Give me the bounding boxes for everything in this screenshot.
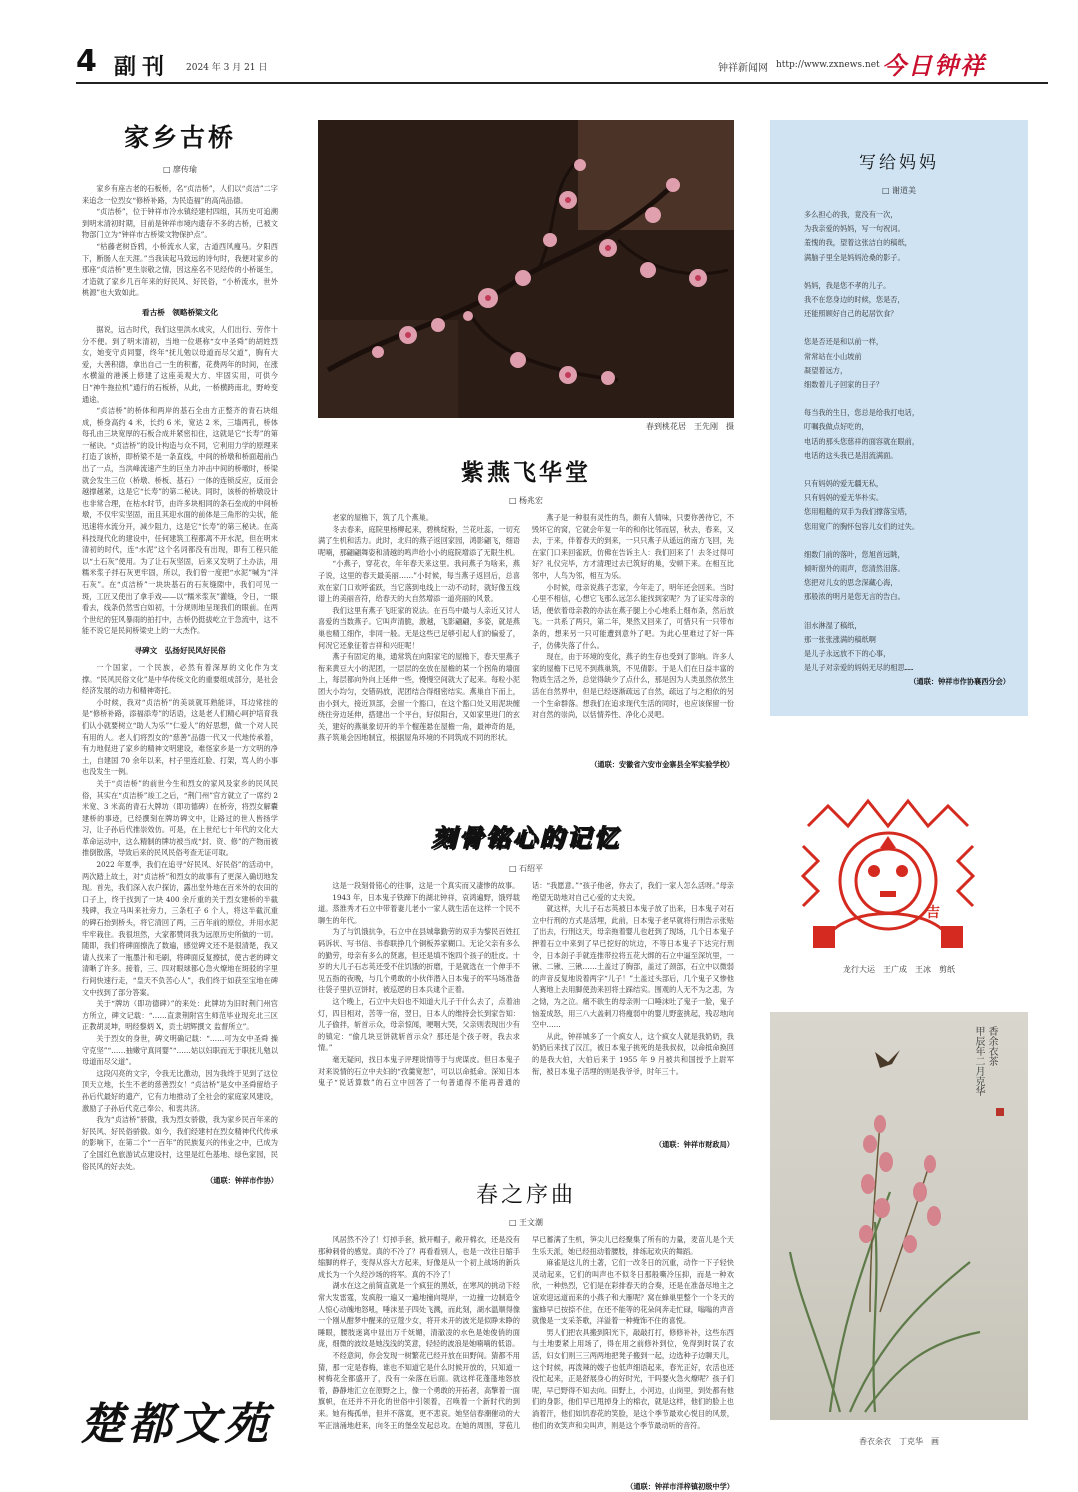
orchid-painting bbox=[770, 1012, 1028, 1420]
poem-line: 叮嘱我做点好吃的， bbox=[804, 422, 869, 432]
article-byline: □ 杨兆宏 bbox=[508, 496, 544, 505]
paragraph: 从此，钟祥城多了一个疯女人，这个疯女人就是我奶奶，我奶奶后来找了汉江，被日本鬼子挑死的是我叔叔，以命抵命换回的是我大伯，大伯后来于 1955 年 9 月被共和国授予上尉军衔，被日本鬼子活埋的则是我爷爷，时年三十。 bbox=[532, 1031, 734, 1076]
paragraph: 关于烈女的身世，碑文明确记载：“……可为女中圣舜 操守克坚”“……抽嫩守真同婴”“……姑以妇职而无于职抚儿勉以母道而尽父道”。 bbox=[82, 1033, 278, 1067]
poem-line: 倾听窗外的雨声，您清然泪落。 bbox=[804, 564, 905, 574]
article-hometown-bridge bbox=[82, 118, 278, 1186]
paragraph: 关于“贞洁桥”的前世今生和烈女的家风及家乡的民风民俗，其实在“贞洁桥”竣工之后，“荆门州”官方就立了一席约 2 米宽、3 米高的青石大牌坊（即功德碑）在桥旁，将烈女解囊建桥的事迹，已经撰刻在牌坊碑文中，让路过的世人皆扬学习，让子孙后代推崇效仿。可是，在上世纪七十年代的文化大革命运动中，这么精制的牌坊被当成“封、资、修”的产物而被推倒散落，导致后来的民风民俗考查无证可取。 bbox=[82, 778, 278, 858]
stanza-break bbox=[804, 463, 1012, 477]
contact-note: （通联：钟祥市作协襄西分会） bbox=[909, 677, 1010, 687]
stanza-break bbox=[804, 392, 1012, 406]
photo-caption: 春到桃花居 王先刚 摄 bbox=[646, 422, 734, 431]
paragraph: 麻雀是这儿的土著，它们一改冬日的沉重，动作一下子轻快灵动起来，它们的叫声也不似冬日那般嘶冷压抑，而是一种欢欣，一种热烈，它们是在彩排春天的合奏，还是在准备尽地主之谊欢迎远道而来的小燕子和大雁呢？窝在蜂巢里整个一个冬天的蜜蜂早已按捺不住，在还不能等的花朵间奔走忙碌，嗡嗡的声音就像是一支采茶歌，洋溢着一种掩饰不住的喜悦。 bbox=[532, 1258, 734, 1326]
poem-line: 是儿子永远放不下的心事， bbox=[804, 649, 891, 659]
section-title: 副刊 bbox=[114, 54, 171, 80]
paragraph: 燕子有固定的巢，通常筑在向阳家宅的屋檐下，春天里燕子衔来黄豆大小的泥团，一层层的垒放在屋檐的某一个拐角的墙面上，每层都向外向上延伸一些，慢慢空间就大了起来。每粒小泥团大小均匀，交错码放，泥团结合得细密结实。燕巢自下而上，由小到大，接近顶部，会留一个豁口，在这个豁口处又用泥块缠绕往旁边延伸，搭建出一个平台，好似阳台，又如家里进门的玄关，建好的燕巢象切开的半个榴莲悬在屋檐一角，最神奇的是，燕子筑巢会因地制宜，根据屋角环境的不同筑成不同的形状。 bbox=[318, 652, 520, 743]
poem-line: 还能照顾好自己的起居饮食？ bbox=[804, 309, 898, 319]
paragraph: “贞洁桥”，位于钟祥市冷水镇经建村四组，其历史可追溯到明末清初时期，目前是钟祥市境内遗存不多的古桥，已被文物部门立为“钟祥市古桥梁文物保护点”。 bbox=[82, 207, 278, 240]
stanza-break bbox=[804, 605, 1012, 619]
paragraph: 1943 年，日本鬼子铁蹄下的湖北钟祥，哀鸿遍野，饿殍载道。蒸淮秀才石立中带着妻儿老小一家人就生活在这样一个民不聊生的年代。 bbox=[318, 892, 520, 925]
paragraph: 冬去春来，庭院里杨柳起来，碧桃绽粉，兰花吐蕊，一切充满了生机和活力。此时，北归的燕子返回家园，鸿影翩飞，细语呢喃，那翩翩舞姿和清越的鸣声给小小的庭院增添了无限生机。 bbox=[318, 524, 520, 557]
papercut-dragon bbox=[788, 786, 988, 954]
poem-line: 只有妈妈的爱无华朴实。 bbox=[804, 493, 884, 503]
article-byline: □ 石绍平 bbox=[508, 864, 544, 873]
poem-line: 细数门前的落叶，您旭首远眺， bbox=[804, 549, 905, 559]
article-memory bbox=[318, 818, 734, 1150]
paragraph: 男人们把农具搬到阳光下，敲敲打打，修修补补，这些东西与土地要紧上用场了，得在用之前修补到位，免得到时误了农活，妇女们则三三两两地把凳子搬到一起，边选种子边聊天儿，这个时候，再泼辣的嫂子也低声细语起来，春光正好，农活也还没忙起来，正是舒展身心的好时光，干吗要火急火燎呢？孩子们呢，早已野得不知去向。田野上，小河边，山岗里，到处都有他们的身影，他们早已甩掉身上的棉衣，就是这样，他们的脸上也淌着汗，他们如饥春花的笑脸，是这个季节最欢心悦目的风景，他们的欢笑声和尖叫声，则是这个季节最动听的音符。 bbox=[532, 1327, 734, 1430]
paragraph: “小燕子，穿花衣，年年春天来这里。我问燕子为啥来，燕子说，这里的春天最美丽……”小时候，每当燕子返回后，总喜欢在家门口欢呼雀跃，当它落到电线上一动不动时，就好像五线谱上的美丽音符，给春天的大自然增添一道亮丽的风景。 bbox=[318, 559, 520, 604]
paragraph: 为了与饥饿抗争，石立中在县城靠勤劳的双手为黎民百姓扛码诉状、写书信、书春联挣几个铜板养家糊口。无论父亲有多么的勤劳，母亲有多么的贤惠，但还是填不饱四个孩子的肚皮。十岁的大儿子石志英还受不住饥饿的折磨，于是就选在一个伸手不见五指的夜晚，与几个勇敢的小伙伴潜入日本鬼子的军马场准备往袋子里扒豆饼时，被巡逻的日本兵逮个正着。 bbox=[318, 927, 520, 995]
article-title: 家乡古桥 bbox=[123, 123, 236, 152]
brand-logo: 今日钟祥 bbox=[882, 51, 986, 80]
paragraph: 就这样，大儿子石志英被日本鬼子放了出来，日本鬼子对石立中行刑的方式是活埋，此前，日本鬼子老早就将行刑告示张贴了出去，行刑这天，母亲拖着婴儿也赶到了现场，几个日本鬼子押着石立中来到了早已挖好的坑边，不等日本鬼子下达完行刑令，日本刽子手就连推带拉将五花大绑的石立中逼至深坑里，一锹、二锹、三锹……土盖过了胸部，盖过了颈部，石立中以微弱的声音反复地说着两字“儿子！”土盖过头部后，几个鬼子又惨他人赛地上去用脚使劲来回将土踩结实。围观的人无不为之悲，为之恸，为之泣。痛不欲生的母亲则一口唾沫吐了鬼子一脸，鬼子恼羞成怒，用三八大盖刺刀将瘦弱中的婴儿野蛮挑起，残忍地向空中…… bbox=[532, 904, 734, 1030]
paragraph: 据说，远古时代，我们这里洪水成灾，人们出行、劳作十分不便。到了明末清初，当地一位堪称“女中圣舜”的胡姓烈女，她变守贞同婴，终年“抚儿勉以母道而尽父道”，胸有大爱，大善积德，拿出自己一生的积蓄，花费两年的时间，在涨水横溢的港溪上修建了这座美观大方、牢固实用，可供今日“神牛拖拉机”通行的石板桥，从此，一桥横跨南北，野岭变通途。 bbox=[82, 324, 278, 404]
poem-line: 妈妈，我是您不孝的儿子。 bbox=[804, 280, 891, 290]
paragraph: 这是一段刻骨铭心的往事，这是一个真实而又凄惨的故事。 bbox=[332, 881, 520, 890]
stanza-break bbox=[804, 265, 1012, 279]
article-swallows bbox=[318, 454, 734, 770]
painting-caption: 香衣余衣 丁克华 画 bbox=[859, 1437, 939, 1446]
photo-plum-blossom bbox=[318, 120, 734, 418]
plum-blossom-image bbox=[318, 120, 734, 418]
poem-line: 电话的这头我已是泪流满面。 bbox=[804, 450, 898, 460]
contact-note: （通联：钟祥市作协） bbox=[206, 1176, 278, 1186]
poem-line: 那般浓的明月是您无言的告白。 bbox=[804, 592, 905, 602]
paragraph: 老家的屋檐下，筑了几个燕巢。 bbox=[332, 513, 434, 522]
poem-line: 只有妈妈的爱无疆无私， bbox=[804, 479, 884, 489]
poem-line: 为我亲爱的妈妈，写一句祝词。 bbox=[804, 224, 905, 234]
paragraph: “枯藤老树昏鸦，小桥流水人家，古道西风瘦马。夕阳西下，断肠人在天涯。”当我读起马致远的诗句时，我便对家乡的那座“贞洁桥”更生崇敬之情，因这座名不见经传的小桥诞生，才造就了家乡几百年来的好民风、好民俗，“小桥流水，世外桃源”也大致如此。 bbox=[82, 241, 278, 298]
paragraph: 小时候，我对“贞洁桥”的美谈就耳熟能详，耳边常挂的是“修桥补路，添福添寿”的话语，这是老人们精心呵护培育我们认小就要树立“助人为乐”“仁爱人”的好思想，做一个对人民有用的人。老人们将烈女的“慈善”品德一代又一代地传承着，有力地促进了家乡的精神文明建设，难怪家乡是一方文明的净土，自建国 70 余年以来，村子里连红脸、打架，骂人的小事也没发生一例。 bbox=[82, 697, 278, 777]
article-title: 紫燕飞华堂 bbox=[461, 459, 591, 486]
paragraph: 我们这里有燕子飞旺家的说法。在百鸟中最与人亲近又讨人喜爱的当数燕子。它叫声清脆，激越，飞影翩翩，多姿，就是燕巢也精工细作，非同一般。无是这些已足够引起人们的偏爱了，何况它还象征着吉祥和兴旺呢！ bbox=[318, 605, 520, 650]
papercut-character: 吉 bbox=[926, 905, 940, 921]
poem-line: 那一张张涨满的稿纸啊 bbox=[804, 634, 876, 644]
poem-line: 常常站在小山坡前 bbox=[804, 351, 862, 361]
paragraph: 小时候，母亲说燕子恋家，今年走了，明年还会回来。当时心里不相信，心想它飞那么远怎么能找到家呢？为了证实母亲的话，便依着母亲教的办法在燕子腿上小心地系上细布条，然后放飞。一共系了两只，第二年，果然又回来了，可惜只有一只带布条的，想来另一只可能遭到意外了吧。为此心里难过了好一阵子，仿佛失落了什么。 bbox=[532, 582, 734, 650]
poem-line: 凝望着远方， bbox=[804, 365, 848, 375]
subheading: 寻碑文 弘扬好民风好民俗 bbox=[134, 645, 226, 655]
poem-line: 是儿子对亲爱的妈妈无尽的相思…… bbox=[804, 663, 914, 673]
poem-line: 满脑子里全是妈妈沧桑的影子。 bbox=[804, 252, 905, 262]
poem-line: 泪水淋湿了稿纸， bbox=[804, 620, 862, 630]
paragraph: 家乡有座古老的石板桥，名“贞洁桥”，人们以“贞洁”二字来追念一位烈女“修桥补路，为民造福”的高尚品德。 bbox=[82, 184, 278, 205]
article-spring-prelude bbox=[318, 1178, 734, 1492]
poem-line: 您用粗糙的双手为我们撑落宝塔， bbox=[804, 507, 912, 517]
column-logo: 楚都文苑 bbox=[80, 1399, 272, 1450]
header-rule bbox=[76, 82, 1048, 84]
stanza-break bbox=[804, 321, 1012, 335]
subheading: 看古桥 领略桥梁文化 bbox=[142, 307, 218, 317]
poem-line: 您用宽广的胸怀包容儿女们的过失。 bbox=[804, 521, 920, 531]
issue-date: 2024 年 3 月 21 日 bbox=[186, 63, 268, 73]
papercut-image bbox=[788, 786, 988, 954]
poem-line: 您是否还是和以前一样， bbox=[804, 337, 884, 347]
paragraph: 风居然不冷了！灯掉手套，掀开帽子，敞开棉衣，还是没有那种刺骨的感觉。真的不冷了？再看看别人，也是一改往日缩手缩脚的样子，变得从容大方起来，好像是从一个初上战场的新兵成长为一个久经沙场的将军。真的不冷了！ bbox=[318, 1235, 520, 1279]
paragraph: 我为“贞洁桥”骄傲，我为烈女骄傲，我为家乡民百年来的好民风、好民俗骄傲。如今，我们经建村在烈女精神代代传承的影响下，在第二个“一百年”的民族复兴的伟业之中，已成为了全国红色旅游试点建设村，这里是红色基地、绿色家园，民俗民风的好去处。 bbox=[82, 1115, 278, 1171]
paragraph: “贞洁桥”的桥体和两岸的基石全由方正整齐的青石块组成，桥身高约 4 米，长约 6 米，宽达 2 米，三墙两孔，桥体每孔由三块宽厚的石板合成并紧密扣住，这就是它“长寿”的第一秘诀。“贞洁桥”的设计构造与众不同，它利用力学的原理来打造了该桥，即桥梁不是一条直线，中间的桥墩和桥面超前凸出了一点，当洪峰流速产生的巨坐力冲击中间的桥墩时，桥梁就会发生三位（桥墩、桥板、基石）一体的连锁反应，反而会越撑越紧，这是它“长寿”的第二秘诀。同时，该桥的桥墩设计也非常合理，在枯水时节，由许多块相同的条石垒成的中间桥墩，不仅牢实坚固，而且其迎水面的前体是三角形的尖状，能迅速将水流分开，减少阻力，这是它“长寿”的第三秘诀。在高科技现代化的建设中，任何建筑工程都离不开水泥，但在明末清初的时代，连“水泥”这个名词都没有出现，即有工程只能以“土石灰”使用。为了让石灰坚固，后来又发明了土办法，用糯米浆子拌石灰更牢固，所以，我们曾一度把“水泥”喊为“洋石灰”。在“贞洁桥”一块块基石的石灰缝隙中，我们可见一斑，工匠又使出了拿手戏——以“糯米浆灰”灌缝，令日，一眼看去，线条仍然雪白如初，十分规则地呈现我们的眼前。在两个世纪的狂风暴雨的拍打中，古桥仍挺拔屹立于急流中，这不能不说它是民间桥梁史上的一大杰作。 bbox=[82, 406, 278, 636]
paragraph: 现在，由于环境的变化，燕子的生存也受到了影响。许多人家的屋檐下已见不到燕巢筑，不见倩影。于是人们在日益丰富的物质生活之外，总觉得缺少了点什么，那是因为人类虽然依然生活在自然界中，但是已经逐渐疏远了自然，疏远了与之相依的另一个生命群落。想我们在追求现代生活的同时，也应该保留一份对自然的崇尚，以恬情养性、净化心灵吧。 bbox=[532, 652, 734, 720]
poem-line: 每当我的生日，您总是给我打电话， bbox=[804, 408, 920, 418]
papercut-caption: 龙行大运 王广成 王冰 剪纸 bbox=[843, 965, 955, 974]
poem-line: 多么担心的我，竟没有一次， bbox=[804, 210, 898, 219]
paragraph: 这个晚上，石立中夫妇也不知道大儿子干什么去了，点着油灯，四目相对，苦等一宿，翌日，日本人的维持会长到家告知：儿子偷拌，斩首示众，母亲惊闻，哽咽大哭，父亲则表现出少有的镇定：“偷几块豆饼就斩首示众？那还是个孩子呀，我去求情。” bbox=[318, 996, 520, 1053]
poem-line: 细数着儿子回家的日子？ bbox=[804, 380, 884, 390]
contact-note: （通联：钟祥市洋梓镇初级中学） bbox=[626, 1482, 734, 1491]
painting-inscription: 香余衣茶 甲辰年二月克华 bbox=[973, 1026, 997, 1096]
article-byline: □ 廖传瑜 bbox=[162, 165, 198, 174]
site-url[interactable]: http://www.zxnews.net bbox=[776, 60, 880, 70]
poem-box bbox=[770, 120, 1028, 716]
poem-lines bbox=[770, 208, 1028, 675]
paragraph: 这段闪亮的文字，令我无比激动，因为我终于见到了这位顶天立地，长生不老的慈善烈女！“贞洁桥”是女中圣舜留给子孙后代最好的遗产，它有力地推动了全社会的家庭家风建设，激励了子孙后代克己奉公、和衷共济。 bbox=[82, 1068, 278, 1113]
poem-byline: □ 谢道美 bbox=[881, 186, 917, 195]
contact-note: （通联：安徽省六安市金寨县全军实验学校） bbox=[590, 760, 734, 769]
site-name: 钟祥新闻网 bbox=[718, 63, 768, 74]
poem-line: 我不在您身边的时候，您是否， bbox=[804, 295, 905, 305]
paragraph: 关于“牌坊（即功德碑）”的来处：此牌坊为旧时荆门州官方所立，碑文记载：“……直隶荆附宫生师范毕业现充北三区正教胡灵坤，明经黎炳 X，贡士胡辉撰文 监督所立”。 bbox=[82, 999, 278, 1032]
page-header bbox=[76, 44, 1048, 82]
paragraph: 毫无疑问，找日本鬼子评理说情等于与虎谋皮。但日本鬼子对来说情的石立中夫妇的“孜羹宽恕”，可以以命抵命。深知日本鬼子“说话算数”的石立中回答了一句普通得不能再普通的话：“我愿意。”“孩子他爸，你去了，我们一家人怎么活呀。”母亲绝望无助地对自己心爱的丈夫说。 bbox=[318, 881, 734, 1088]
poem-title: 写给妈妈 bbox=[859, 153, 939, 173]
poem-line: 您把对儿女的思念深藏心海， bbox=[804, 578, 898, 588]
paragraph: 燕子是一种很有灵性的鸟，颇有人情味，只要你善待它，不毁坏它的窝，它就会年复一年的和你比邻而居，秋去，春来，又去，于来，伴着春天的到来，一只只燕子从遥远的南方飞回，先在家门口来回雀跃，仿佛在告诉主人：我们回来了！去冬过得可好？礼仪完毕，方才清理过去已筑好的巢，安顿下来。在相互比邻中，人鸟为邻，相互为乐。 bbox=[532, 513, 734, 580]
paragraph: 一个国家，一个民族，必然有着深厚的文化作为支撑。“民风民俗文化”是中华传统文化的重要组成部分，是社会经济发展的动力和精神寄托。 bbox=[82, 662, 278, 696]
contact-note: （通联：钟祥市财政局） bbox=[654, 1140, 734, 1149]
poem-line: 电话的那头您慈祥的面容就在眼前， bbox=[804, 436, 920, 446]
article-title: 刻骨铭心的记忆 bbox=[431, 823, 621, 852]
paragraph: 2022 年夏季，我们在追寻“好民风、好民俗”的活动中，两次踏上故土，对“贞洁桥”和烈女的故事有了更深入确切地发现。首先，我们深入农户探访，露出堂外地在百米外的农田的口子上，终于找到了一块 400 余斤重的关于烈女建桥的半截残碑，我立马叫来社旁力，三条杠子 6 个人，将这半截沉重的碑石抬到桥头，将它清回了两，三百年前的原位，并用水泥牢牢栽住。我很坦然，大家都赞同我为远原历史所做的一切。随即，我们将碑面擦洗了数遍，感觉碑文还不是很清楚，我又请人找来了一瓶墨汁和毛刷，将碑面反复擦拭，使古老的碑文清晰了许多。接着，三、四对眼球都心急火燎地在斑驳的字里行间快速行走，“皇天不负苦心人”，我们终于如获至宝地在碑文中找到了部分答案。 bbox=[82, 860, 278, 997]
poem-line: 羞愧的我，望着这张洁白的稿纸， bbox=[804, 238, 912, 248]
paragraph: 湖水在这之前简直就是一个疯狂的黑妖，在寒风的挑动下经常大发雷霆，发疯般一遍又一遍地撞向堤岸，一边撞一边制造令人惊心动魄地怒吼，唾沫星子四处飞溅，而此刻，湖水温顺得像一个刚从酣梦中醒来的豆蔻少女，将开未开的波光是似睁未睁的睡眼，腰肢迷离中显出万千妩媚，清澈凌的水色是她俊俏的面庞，细微的波纹是她浅浅的笑意，轻轻的波浪是她喃喃的低语。 bbox=[318, 1281, 520, 1349]
paragraph: 不经意间，你会发现一树繁花已经开放在田野间。猜都不用猜，那一定是春梅，谁也不知道它是什么时候开放的，只知道一树梅花全都盛开了，没有一朵落在后面。就这样花蓬蓬地怒放着，静静地汇立在原野之上，像一个勇敢的开拓者，高擎着一面旗帜，在还并不开化的世俗中引领着，召唤着一个新时代的到来。她有梅孤单，但并不落寞，更不悲哀。她坚信春潮催动的大军正汹涌地赶来，向冬王的堡垒发起总攻。在她的周围，芽苞儿早已蓄满了生机，笋尖儿已经聚集了所有的力量，麦苗儿是个天生乐天派，她已经扭动着腰肢，排练起欢庆的舞蹈。 bbox=[318, 1235, 734, 1430]
stanza-break bbox=[804, 534, 1012, 548]
page-number: 4 bbox=[76, 44, 97, 79]
article-title: 春之序曲 bbox=[475, 1183, 576, 1208]
article-byline: □ 王文潮 bbox=[508, 1218, 544, 1227]
